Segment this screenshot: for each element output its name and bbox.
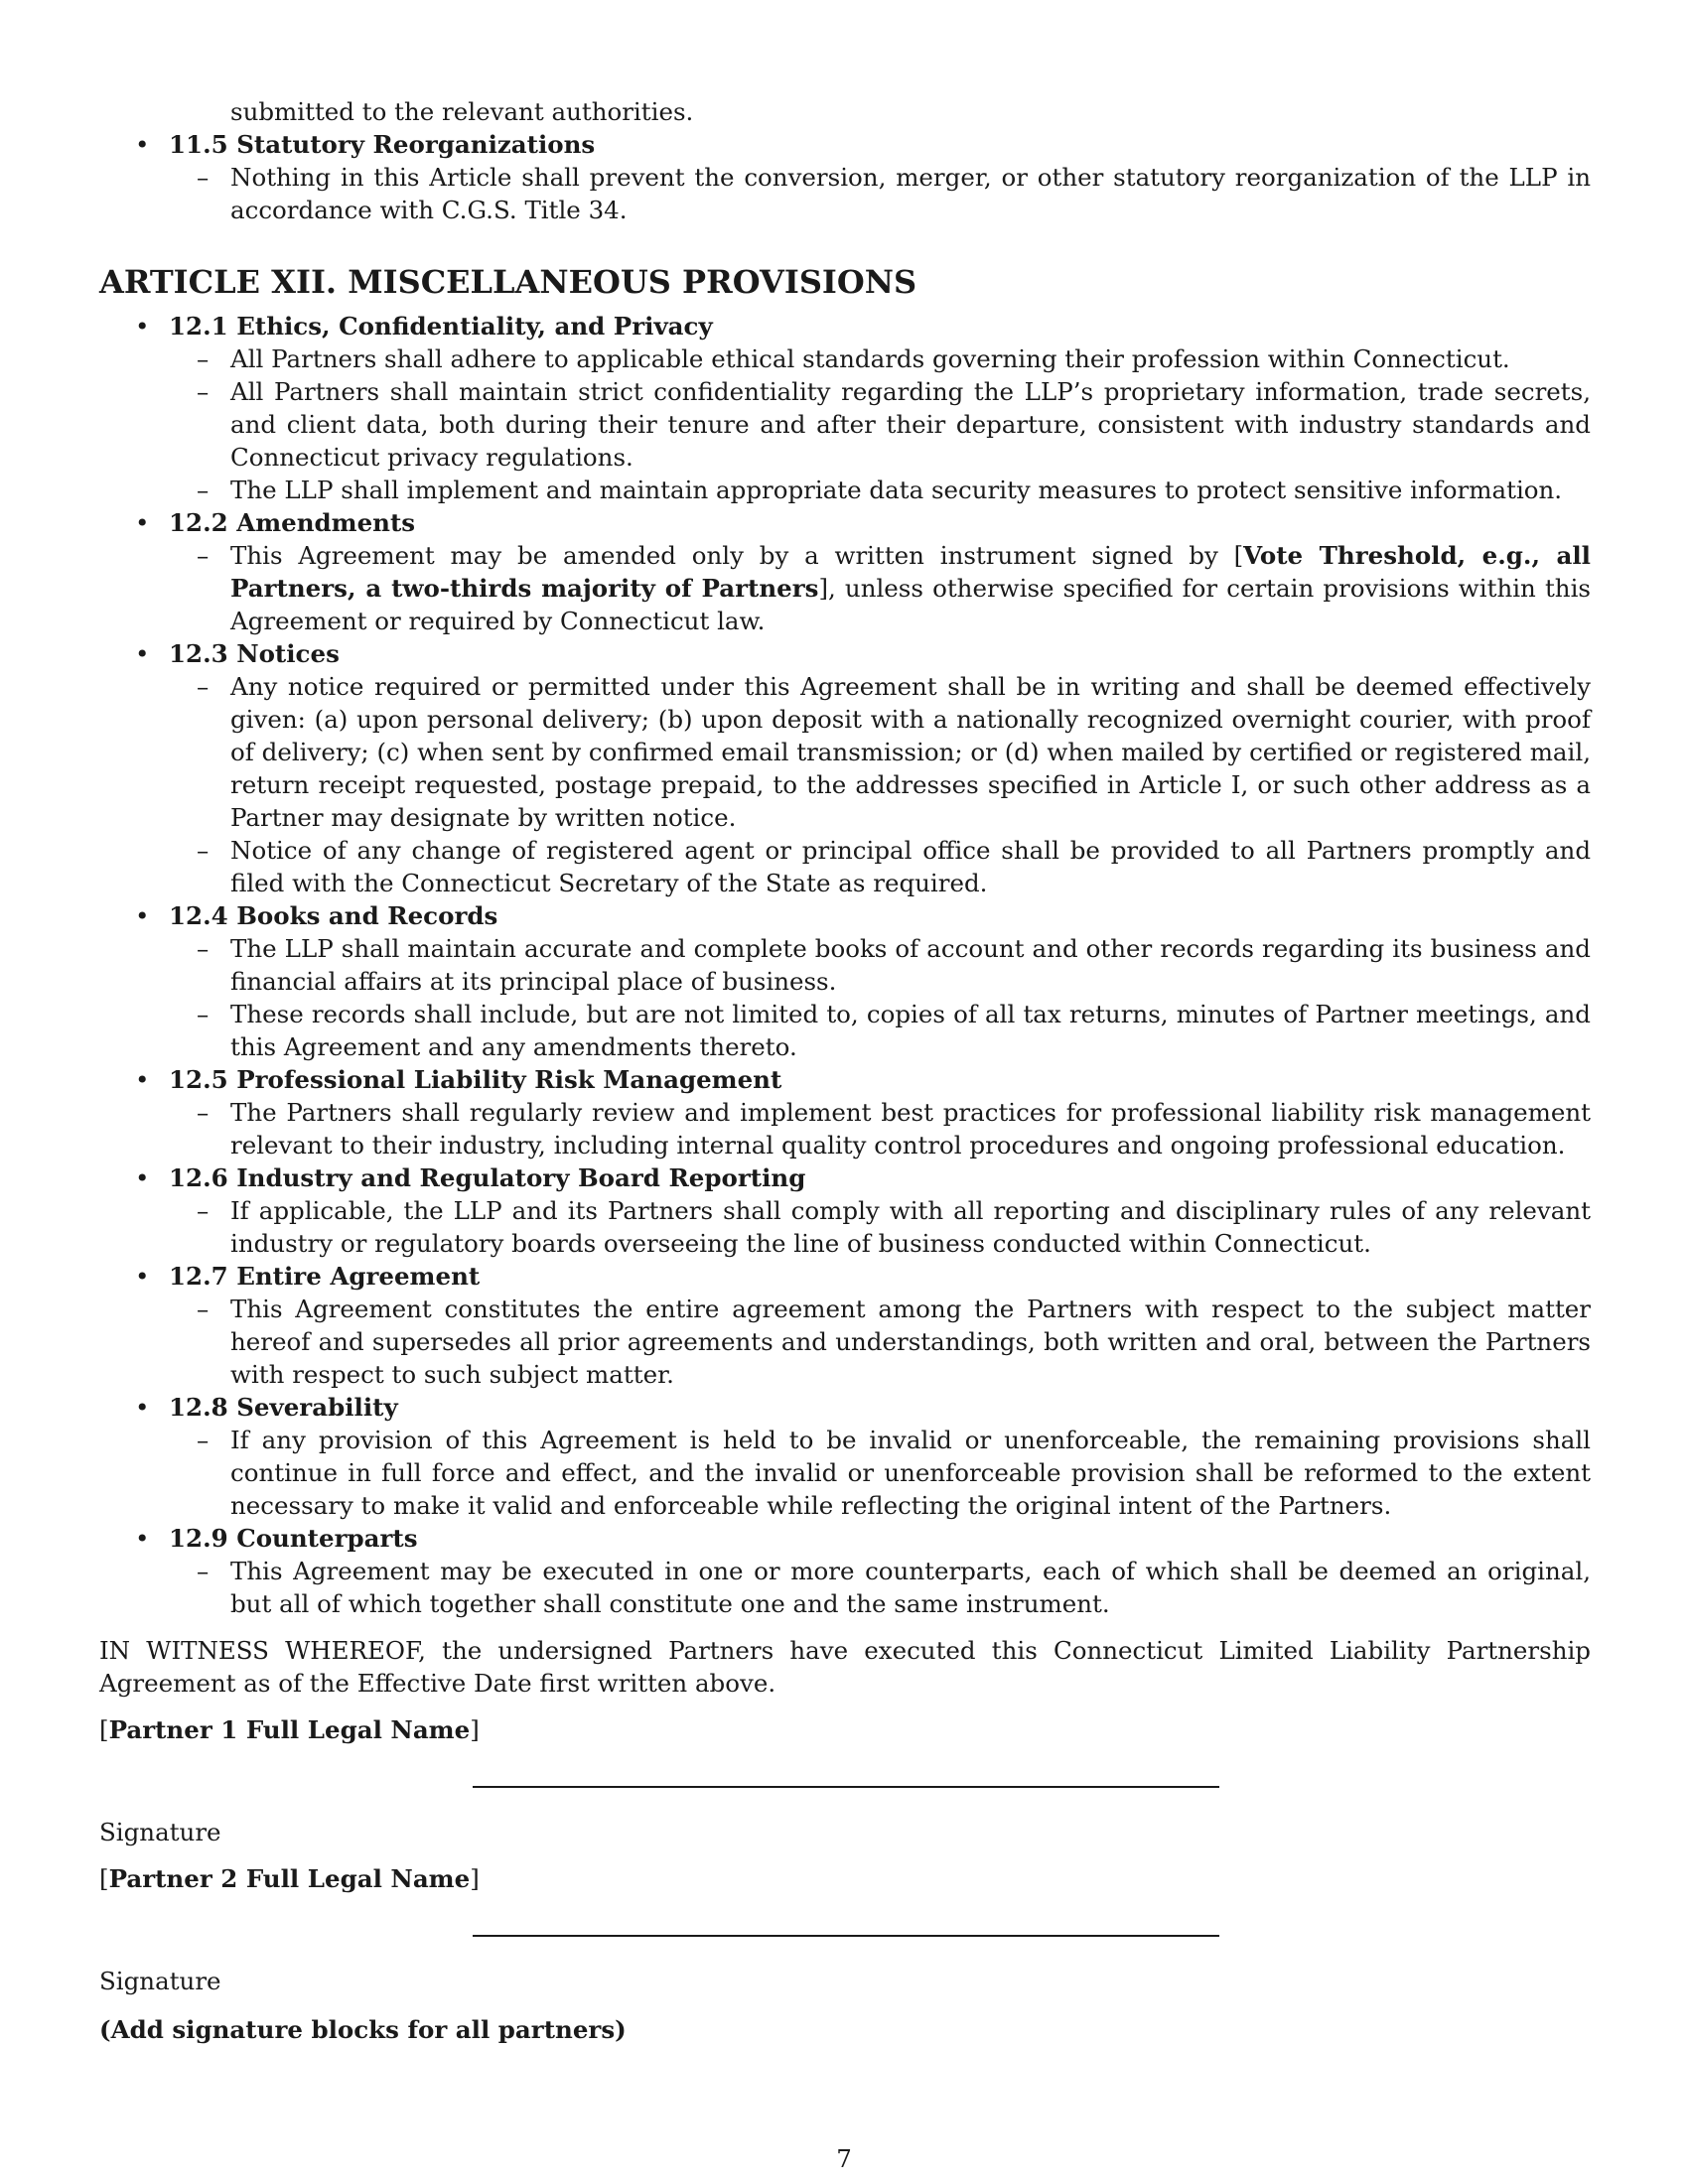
dash-icon: –	[197, 934, 210, 963]
document-page	[99, 95, 1591, 2046]
section-12-7	[99, 1260, 1591, 1391]
page-number: 7	[836, 2144, 852, 2173]
list-item	[169, 342, 1591, 375]
section-title: 12.1 Ethics, Confidentiality, and Privacy	[169, 312, 713, 341]
item-text: If applicable, the LLP and its Partners shall comply with all reporting and disciplinary rules of any relevant industry or regulatory boards overseeing the line of business conducted within Connecticut.	[230, 1196, 1591, 1258]
dash-icon: –	[197, 1426, 210, 1454]
dash-icon: –	[197, 672, 210, 701]
bullet-icon: •	[135, 1262, 150, 1291]
item-text: All Partners shall maintain strict confidentiality regarding the LLP’s proprietary information, trade secrets, and client data, both during their tenure and after their departure, consistent with industry standards and Connecticut privacy regulations.	[230, 377, 1591, 472]
section-12-9	[99, 1522, 1591, 1620]
item-text: The LLP shall implement and maintain appropriate data security measures to protect sensitive information.	[230, 476, 1563, 504]
list-item	[169, 932, 1591, 998]
item-text: Notice of any change of registered agent or principal office shall be provided to all Partners promptly and filed with the Connecticut Secretary of the State as required.	[230, 836, 1591, 897]
item-text: Any notice required or permitted under this Agreement shall be in writing and shall be deemed effectively given: (a) upon personal delivery; (b) upon deposit with a nationally recognized overnight courier, with proof of delivery; (c) when sent by confirmed email transmission; or (d) when mailed by certified or registered mail, return receipt requested, postage prepaid, to the addresses specified in Article I, or such other address as a Partner may designate by written notice.	[230, 672, 1591, 832]
continuation-text: submitted to the relevant authorities.	[230, 97, 694, 126]
list-item	[169, 1424, 1591, 1522]
dash-icon: –	[197, 377, 210, 406]
item-text: Nothing in this Article shall prevent the conversion, merger, or other statutory reorganization of the LLP in accordance with C.G.S. Title 34.	[230, 163, 1591, 224]
bullet-icon: •	[135, 130, 150, 159]
partner-1-name-block	[99, 1713, 1591, 1746]
dash-icon: –	[197, 476, 210, 504]
bullet-icon: •	[135, 1163, 150, 1192]
section-12-1	[99, 310, 1591, 506]
partner-2-signature-label: Signature	[99, 1967, 221, 1995]
section-12-3	[99, 637, 1591, 899]
section-title: 12.2 Amendments	[169, 508, 416, 537]
list-item	[169, 1194, 1591, 1260]
section-12-8	[99, 1391, 1591, 1522]
section-title: 12.5 Professional Liability Risk Management	[169, 1065, 782, 1094]
section-title: 11.5 Statutory Reorganizations	[169, 130, 596, 159]
item-text-pre: This Agreement may be amended only by a written instrument signed by [	[230, 541, 1244, 570]
list-item	[169, 1293, 1591, 1391]
section-12-2	[99, 506, 1591, 637]
partner-1-signature-line[interactable]	[473, 1786, 1219, 1788]
bullet-icon: •	[135, 1524, 150, 1553]
item-text: This Agreement constitutes the entire agreement among the Partners with respect to the subject matter hereof and supersedes all prior agreements and understandings, both written and oral, between the Partners with respect to such subject matter.	[230, 1295, 1591, 1389]
list-item	[169, 670, 1591, 834]
partner-2-name-block	[99, 1862, 1591, 1895]
list-item	[169, 474, 1591, 506]
bracket-open: [	[99, 1864, 109, 1893]
item-text: All Partners shall adhere to applicable ethical standards governing their profession within Connecticut.	[230, 344, 1510, 373]
item-text: The Partners shall regularly review and implement best practices for professional liability risk management relevant to their industry, including internal quality control procedures and ongoing professional education.	[230, 1098, 1591, 1160]
list-item	[169, 1555, 1591, 1620]
section-title: 12.3 Notices	[169, 639, 340, 668]
section-title: 12.8 Severability	[169, 1393, 398, 1422]
dash-icon: –	[197, 1098, 210, 1127]
partner-2-signature-line[interactable]	[473, 1935, 1219, 1937]
bullet-icon: •	[135, 1393, 150, 1422]
item-text-post: ], unless otherwise specified for certain provisions within this Agreement or required by Connecticut law.	[230, 574, 1591, 635]
dash-icon: –	[197, 541, 210, 570]
section-title: 12.9 Counterparts	[169, 1524, 418, 1553]
dash-icon: –	[197, 1000, 210, 1028]
add-signature-blocks-note: (Add signature blocks for all partners)	[99, 2015, 627, 2044]
witness-clause: IN WITNESS WHEREOF, the undersigned Partners have executed this Connecticut Limited Liability Partnership Agreement as of the Effective Date first written above.	[99, 1636, 1591, 1698]
dash-icon: –	[197, 344, 210, 373]
dash-icon: –	[197, 1295, 210, 1323]
partner-2-name: Partner 2 Full Legal Name	[108, 1864, 471, 1893]
bullet-icon: •	[135, 312, 150, 341]
bracket-close: ]	[470, 1864, 480, 1893]
section-12-6	[99, 1161, 1591, 1260]
dash-icon: –	[197, 1557, 210, 1585]
item-text: The LLP shall maintain accurate and complete books of account and other records regarding its business and financial affairs at its principal place of business.	[230, 934, 1591, 996]
article-xi-tail	[99, 128, 1591, 226]
dash-icon: –	[197, 1196, 210, 1225]
section-title: 12.6 Industry and Regulatory Board Reporting	[169, 1163, 806, 1192]
section-12-4	[99, 899, 1591, 1063]
list-item	[169, 375, 1591, 474]
dash-icon: –	[197, 163, 210, 192]
section-12-5	[99, 1063, 1591, 1161]
bracket-open: [	[99, 1715, 109, 1744]
item-text: These records shall include, but are not limited to, copies of all tax returns, minutes of Partner meetings, and this Agreement and any amendments thereto.	[230, 1000, 1591, 1061]
list-item	[169, 834, 1591, 899]
dash-icon: –	[197, 836, 210, 865]
article-heading: ARTICLE XII. MISCELLANEOUS PROVISIONS	[99, 263, 917, 301]
partner-1-signature-label: Signature	[99, 1818, 221, 1846]
bullet-icon: •	[135, 901, 150, 930]
item-text: This Agreement may be executed in one or more counterparts, each of which shall be deemed an original, but all of which together shall constitute one and the same instrument.	[230, 1557, 1591, 1618]
section-title: 12.7 Entire Agreement	[169, 1262, 481, 1291]
bullet-icon: •	[135, 508, 150, 537]
partner-1-name: Partner 1 Full Legal Name	[108, 1715, 471, 1744]
section-11-5	[99, 128, 1591, 226]
list-item	[169, 1096, 1591, 1161]
bullet-icon: •	[135, 1065, 150, 1094]
bullet-icon: •	[135, 639, 150, 668]
list-item	[169, 998, 1591, 1063]
bracket-close: ]	[470, 1715, 480, 1744]
list-item	[169, 161, 1591, 226]
list-item	[169, 539, 1591, 637]
section-title: 12.4 Books and Records	[169, 901, 498, 930]
vote-threshold-placeholder: Vote Threshold, e.g., all Partners, a two-thirds majority of Partners	[230, 541, 1591, 603]
item-text: If any provision of this Agreement is held to be invalid or unenforceable, the remaining provisions shall continue in full force and effect, and the invalid or unenforceable provision shall be reformed to the extent necessary to make it valid and enforceable while reflecting the original intent of the Partners.	[230, 1426, 1591, 1520]
article-xii-sections	[99, 310, 1591, 1620]
